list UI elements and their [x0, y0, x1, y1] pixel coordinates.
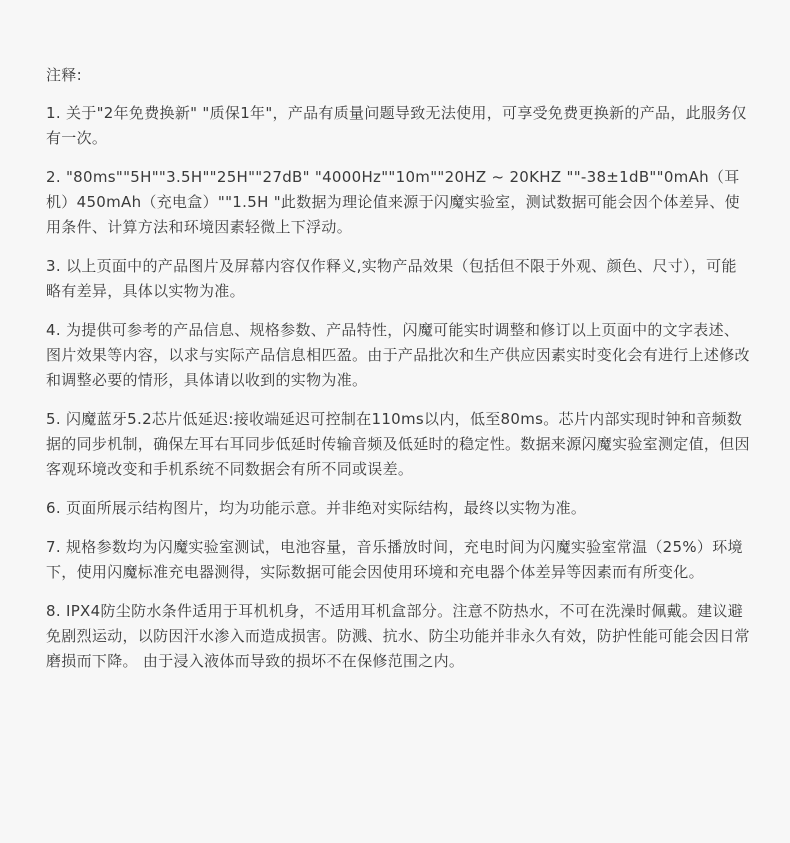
note-item-1: 1. 关于"2年免费换新" "质保1年"，产品有质量问题导致无法使用，可享受免费更换新的产品，此服务仅有一次。: [46, 104, 747, 147]
note-item-7: 7. 规格参数均为闪魔实验室测试，电池容量，音乐播放时间，充电时间为闪魔实验室常温（25%）环境下，使用闪魔标准充电器测得，实际数据可能会因使用环境和充电器个体差异等因素而有所变化。: [46, 538, 743, 581]
note-item-2: 2. "80ms""5H""3.5H""25H""27dB" "4000Hz""10m""20HZ ~ 20KHZ ""-38±1dB""0mAh（耳机）450mAh（充电盒）""1.5H "此数据为理论值来源于闪魔实验室，测试数据可能会因个体差异、使用条件、计算方法和环境因素轻微上下浮动。: [46, 168, 740, 236]
note-item-6: 6. 页面所展示结构图片，均为功能示意。并非绝对实际结构，最终以实物为准。: [46, 499, 587, 517]
note-item-4: 4. 为提供可参考的产品信息、规格参数、产品特性，闪魔可能实时调整和修订以上页面中的文字表述、图片效果等内容，以求与实际产品信息相匹盈。由于产品批次和生产供应因素实时变化会有进行上述修改和调整必要的情形，具体请以收到的实物为准。: [46, 321, 750, 389]
note-item-8: 8. IPX4防尘防水条件适用于耳机机身，不适用耳机盒部分。注意不防热水，不可在洗澡时佩戴。建议避免剧烈运动，以防因汗水渗入而造成损害。防溅、抗水、防尘功能并非永久有效，防护性能可能会因日常磨损而下降。 由于浸入液体而导致的损坏不在保修范围之内。: [46, 602, 750, 670]
notes-heading: 注释:: [46, 66, 82, 84]
notes-list: [46, 101, 750, 674]
note-item-3: 3. 以上页面中的产品图片及屏幕内容仅作释义,实物产品效果（包括但不限于外观、颜色、尺寸），可能略有差异，具体以实物为准。: [46, 257, 737, 300]
note-item-5: 5. 闪魔蓝牙5.2芯片低延迟:接收端延迟可控制在110ms以内，低至80ms。芯片内部实现时钟和音频数据的同步机制，确保左耳右耳同步低延时传输音频及低延时的稳定性。数据来源闪魔实验室测定值，但因客观环境改变和手机系统不同数据会有所不同或误差。: [46, 410, 750, 478]
